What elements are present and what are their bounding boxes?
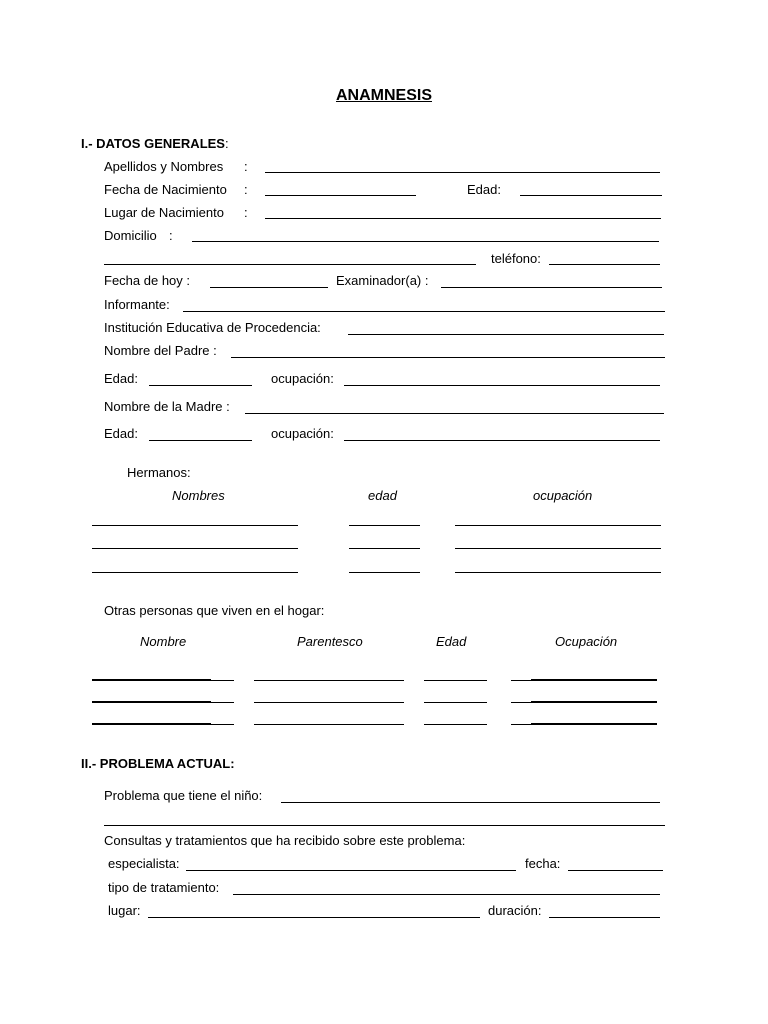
document-title: ANAMNESIS bbox=[335, 87, 432, 104]
otra-2-ocupacion-field[interactable] bbox=[531, 701, 657, 703]
otras-col-ocupacion: Ocupación bbox=[555, 634, 618, 649]
edad-field[interactable] bbox=[520, 195, 662, 196]
problema-field-2[interactable] bbox=[104, 825, 665, 826]
otra-2-parentesco-field[interactable] bbox=[254, 702, 404, 703]
ocupacion-padre-label: ocupación: bbox=[271, 371, 334, 386]
otra-3-edad-field[interactable] bbox=[424, 724, 487, 725]
ocupacion-padre-field[interactable] bbox=[344, 385, 660, 386]
fecha-nacimiento-colon: : bbox=[244, 182, 248, 197]
hermano-2-edad-field[interactable] bbox=[349, 548, 420, 549]
otra-1-nombre-field[interactable] bbox=[92, 679, 211, 681]
hermano-1-ocupacion-field[interactable] bbox=[455, 525, 661, 526]
ocupacion-madre-label: ocupación: bbox=[271, 426, 334, 441]
informante-label: Informante: bbox=[104, 297, 170, 312]
problema-label: Problema que tiene el niño: bbox=[104, 788, 263, 803]
otra-1-nombre-field-tail bbox=[211, 680, 234, 681]
hermano-3-nombre-field[interactable] bbox=[92, 572, 298, 573]
telefono-field[interactable] bbox=[549, 264, 660, 265]
section-1-heading: I.- DATOS GENERALES: bbox=[81, 136, 229, 151]
otra-2-edad-field[interactable] bbox=[424, 702, 487, 703]
edad-padre-label: Edad: bbox=[104, 371, 138, 386]
edad-label: Edad: bbox=[467, 182, 501, 197]
hermano-3-ocupacion-field[interactable] bbox=[455, 572, 661, 573]
especialista-field[interactable] bbox=[186, 870, 516, 871]
domicilio-field[interactable] bbox=[192, 241, 659, 242]
domicilio-field-2[interactable] bbox=[104, 264, 476, 265]
otras-col-edad: Edad bbox=[436, 634, 467, 649]
otra-3-parentesco-field[interactable] bbox=[254, 724, 404, 725]
otra-3-nombre-field[interactable] bbox=[92, 723, 211, 725]
institucion-field[interactable] bbox=[348, 334, 664, 335]
lugar-nacimiento-field[interactable] bbox=[265, 218, 661, 219]
especialista-label: especialista: bbox=[108, 856, 180, 871]
apellidos-label: Apellidos y Nombres bbox=[104, 159, 224, 174]
domicilio-label: Domicilio bbox=[104, 228, 157, 243]
hermano-2-ocupacion-field[interactable] bbox=[455, 548, 661, 549]
hermanos-col-nombres: Nombres bbox=[172, 488, 225, 503]
otra-2-nombre-field[interactable] bbox=[92, 701, 211, 703]
edad-madre-label: Edad: bbox=[104, 426, 138, 441]
fecha-hoy-field[interactable] bbox=[210, 287, 328, 288]
apellidos-colon: : bbox=[244, 159, 248, 174]
fecha-nacimiento-field[interactable] bbox=[265, 195, 416, 196]
lugar-field[interactable] bbox=[148, 917, 480, 918]
fecha-hoy-label: Fecha de hoy : bbox=[104, 273, 190, 288]
examinador-label: Examinador(a) : bbox=[336, 273, 429, 288]
nombre-padre-field[interactable] bbox=[231, 357, 665, 358]
hermano-3-edad-field[interactable] bbox=[349, 572, 420, 573]
nombre-padre-label: Nombre del Padre : bbox=[104, 343, 217, 358]
problema-field[interactable] bbox=[281, 802, 660, 803]
otra-3-ocupacion-field-head bbox=[511, 724, 531, 725]
examinador-field[interactable] bbox=[441, 287, 662, 288]
otras-col-parentesco: Parentesco bbox=[297, 634, 363, 649]
otra-1-ocupacion-field[interactable] bbox=[531, 679, 657, 681]
section-2-heading: II.- PROBLEMA ACTUAL: bbox=[81, 756, 235, 771]
otras-personas-heading: Otras personas que viven en el hogar: bbox=[104, 603, 325, 618]
edad-madre-field[interactable] bbox=[149, 440, 252, 441]
tipo-tratamiento-field[interactable] bbox=[233, 894, 660, 895]
fecha-nacimiento-label: Fecha de Nacimiento bbox=[104, 182, 227, 197]
nombre-madre-field[interactable] bbox=[245, 413, 664, 414]
otra-3-ocupacion-field[interactable] bbox=[531, 723, 657, 725]
hermanos-col-edad: edad bbox=[368, 488, 397, 503]
duracion-field[interactable] bbox=[549, 917, 660, 918]
nombre-madre-label: Nombre de la Madre : bbox=[104, 399, 230, 414]
hermanos-col-ocupacion: ocupación bbox=[533, 488, 593, 503]
fecha-field[interactable] bbox=[568, 870, 663, 871]
apellidos-field[interactable] bbox=[265, 172, 660, 173]
institucion-label: Institución Educativa de Procedencia: bbox=[104, 320, 321, 335]
otras-col-nombre: Nombre bbox=[140, 634, 187, 649]
hermano-2-nombre-field[interactable] bbox=[92, 548, 298, 549]
hermanos-heading: Hermanos: bbox=[127, 465, 191, 480]
telefono-label: teléfono: bbox=[491, 251, 541, 266]
hermano-1-nombre-field[interactable] bbox=[92, 525, 298, 526]
otra-1-ocupacion-field-head bbox=[511, 680, 531, 681]
otra-3-nombre-field-tail bbox=[211, 724, 234, 725]
otra-2-ocupacion-field-head bbox=[511, 702, 531, 703]
hermano-1-edad-field[interactable] bbox=[349, 525, 420, 526]
informante-field[interactable] bbox=[183, 311, 665, 312]
otra-2-nombre-field-tail bbox=[211, 702, 234, 703]
consultas-label: Consultas y tratamientos que ha recibido sobre este problema: bbox=[104, 833, 466, 848]
edad-padre-field[interactable] bbox=[149, 385, 252, 386]
duracion-label: duración: bbox=[488, 903, 542, 918]
domicilio-colon: : bbox=[169, 228, 173, 243]
lugar-label: lugar: bbox=[108, 903, 141, 918]
ocupacion-madre-field[interactable] bbox=[344, 440, 660, 441]
fecha-label: fecha: bbox=[525, 856, 561, 871]
lugar-nacimiento-label: Lugar de Nacimiento bbox=[104, 205, 224, 220]
tipo-tratamiento-label: tipo de tratamiento: bbox=[108, 880, 220, 895]
otra-1-parentesco-field[interactable] bbox=[254, 680, 404, 681]
otra-1-edad-field[interactable] bbox=[424, 680, 487, 681]
lugar-nacimiento-colon: : bbox=[244, 205, 248, 220]
